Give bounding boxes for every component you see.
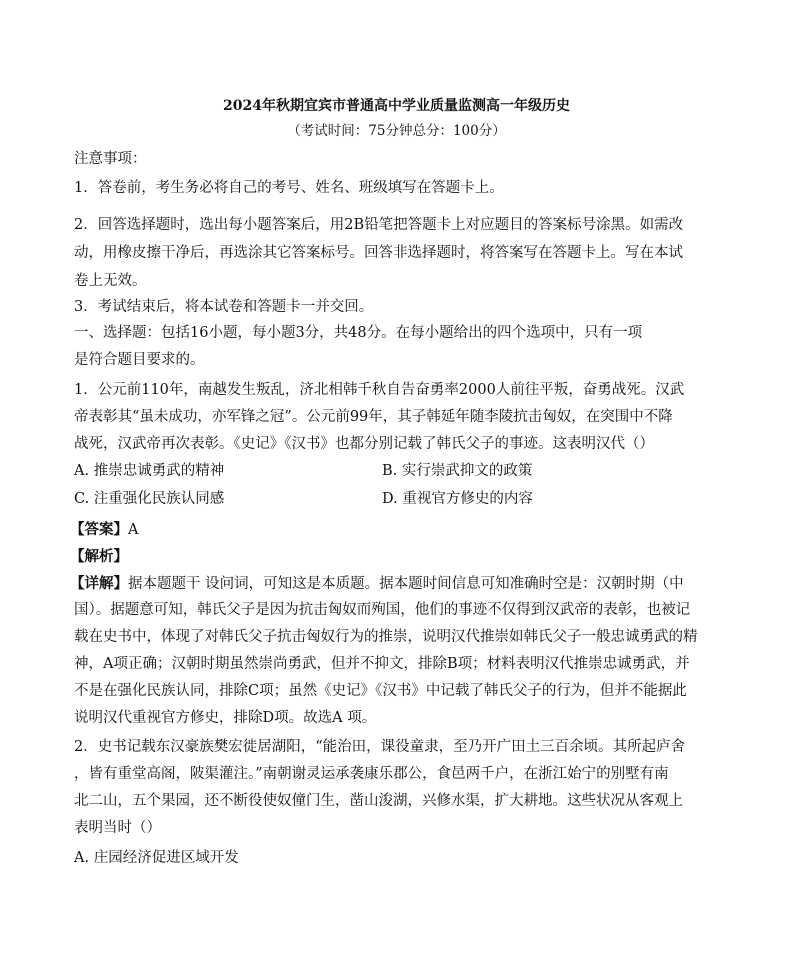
exam-subtitle: （考试时间：75分钟总分：100分） <box>287 123 506 139</box>
detail-line: 不是在强化民族认同，排除C项；虽然《史记》《汉书》中记载了韩氏父子的行为，但并不能据此 <box>74 683 687 699</box>
question-2-stem-line: 表明当时（） <box>74 820 161 836</box>
notice-item-2-line: 动，用橡皮擦干净后，再选涂其它答案标号。回答非选择题时，将答案写在答题卡上。写在本试 <box>74 245 683 261</box>
notice-item-3: 3．考试结束后，将本试卷和答题卡一并交回。 <box>74 299 374 315</box>
answer-tag: 【答案】 <box>70 521 128 538</box>
analysis-tag: 【解析】 <box>70 548 128 565</box>
exam-title: 2024年秋期宜宾市普通高中学业质量监测高一年级历史 <box>223 98 570 114</box>
question-1-option-a: A. 推崇忠诚勇武的精神 <box>74 463 225 479</box>
question-2-stem-line: ，皆有重堂高阁，陂渠灌注。”南朝谢灵运承袭康乐郡公，食邑两千户，在浙江始宁的别墅有南 <box>74 766 669 782</box>
question-1-option-c: C. 注重强化民族认同感 <box>74 491 225 507</box>
question-1-option-d: D. 重视官方修史的内容 <box>382 491 533 507</box>
notice-item-2-line: 卷上无效。 <box>74 273 147 289</box>
notice-heading: 注意事项： <box>74 151 147 167</box>
section-heading-line: 是符合题目要求的。 <box>74 352 205 368</box>
notice-item-1: 1．答卷前，考生务必将自己的考号、姓名、班级填写在答题卡上。 <box>74 180 504 196</box>
answer-value: A <box>128 522 139 538</box>
question-1-stem-line: 战死，汉武帝再次表彰。《史记》《汉书》也都分别记载了韩氏父子的事迹。这表明汉代（） <box>74 436 654 452</box>
section-heading-line: 一、选择题：包括16小题，每小题3分，共48分。在每小题给出的四个选项中，只有一项 <box>74 325 643 341</box>
detail-line: 载在史书中，体现了对韩氏父子抗击匈奴行为的推崇，说明汉代推崇如韩氏父子一般忠诚勇武的精 <box>74 629 698 645</box>
question-2-stem-line: 2．史书记载东汉豪族樊宏徙居湖阳，“能治田，课役童隶，至乃开广田土三百余顷。其所起庐舍 <box>74 739 686 755</box>
detail-line: 国）。据题意可知，韩氏父子是因为抗击匈奴而殉国，他们的事迹不仅得到汉武帝的表彰，也被记 <box>74 602 691 618</box>
question-1-stem-line: 帝表彰其“虽未成功，亦军锋之冠”。公元前99年，其子韩延年随李陵抗击匈奴，在突围中不降 <box>74 409 673 425</box>
answer-line <box>70 516 720 544</box>
detail-tag: 【详解】 <box>70 575 128 592</box>
detail-line: 神，A项正确；汉朝时期虽然崇尚勇武，但并不抑文，排除B项；材料表明汉代推崇忠诚勇武，并 <box>74 656 690 672</box>
question-2-option-a: A. 庄园经济促进区域开发 <box>74 850 239 866</box>
question-1-stem-line: 1．公元前110年，南越发生叛乱，济北相韩千秋自告奋勇率2000人前往平叛，奋勇战死。汉武 <box>74 382 685 398</box>
detail-line <box>70 570 720 598</box>
analysis-line <box>70 543 720 571</box>
detail-line: 说明汉代重视官方修史，排除D项。故选A 项。 <box>74 710 377 726</box>
notice-item-2-line: 2．回答选择题时，选出每小题答案后，用2B铅笔把答题卡上对应题目的答案标号涂黑。如需改 <box>74 217 684 233</box>
detail-text: 据本题题干 设问词，可知这是本质题。据本题时间信息可知准确时空是：汉朝时期（中 <box>128 576 684 592</box>
question-1-option-b: B. 实行崇武抑文的政策 <box>382 463 533 479</box>
question-2-stem-line: 北二山，五个果园，还不断役使奴僮门生，凿山浚湖，兴修水渠，扩大耕地。这些状况从客观上 <box>74 793 683 809</box>
